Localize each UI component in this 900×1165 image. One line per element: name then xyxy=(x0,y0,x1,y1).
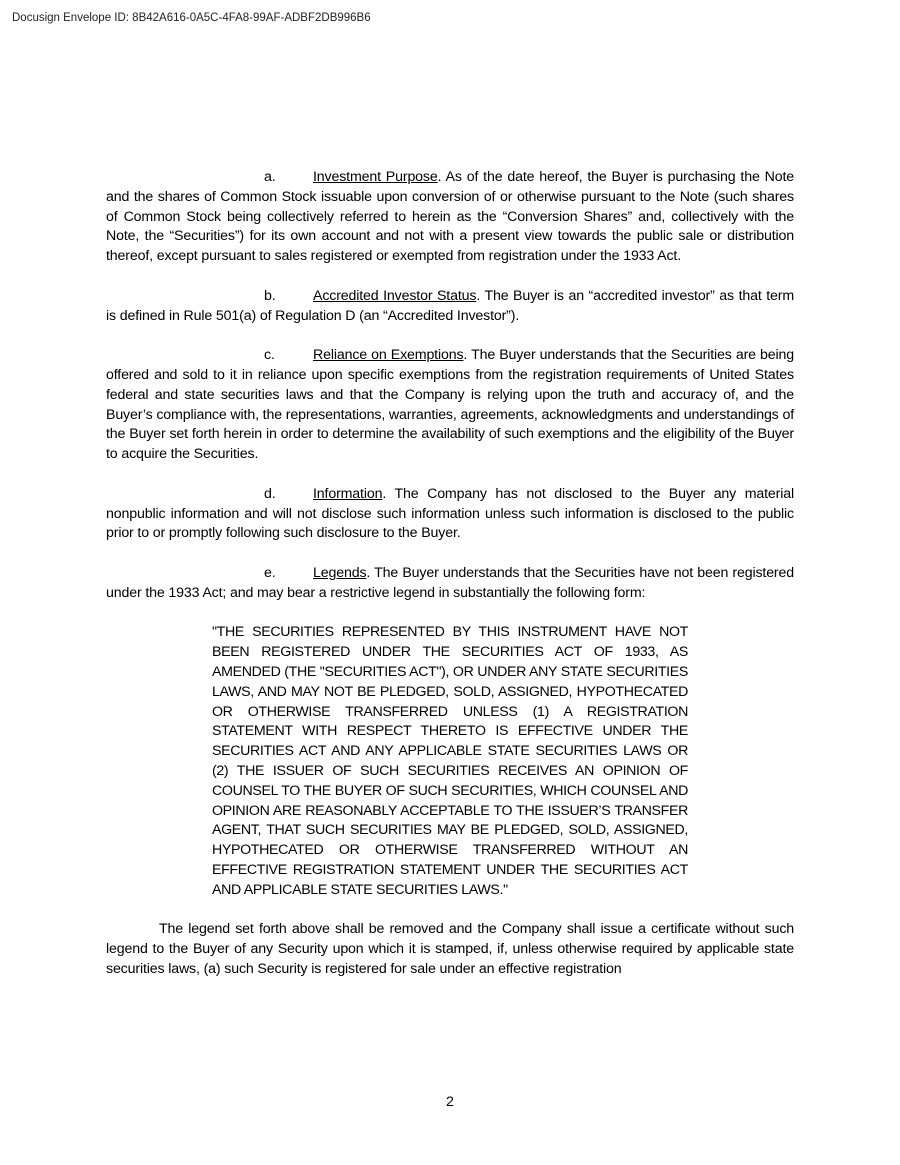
closing-paragraph: The legend set forth above shall be removed and the Company shall issue a certificate without such legend to the Buyer of any Security upon which it is stamped, if, unless otherwise required by applicable state securities laws, (a) such Security is registered for sale under an effective registration xyxy=(106,921,794,978)
section-marker: a. xyxy=(264,169,276,185)
section-investment-purpose xyxy=(106,168,794,267)
section-marker: b. xyxy=(264,287,276,304)
section-heading: Information xyxy=(313,485,383,502)
section-text: . The Buyer understands that the Securities are being offered and sold to it in reliance upon specific exemptions from the registration requirements of United States federal and state securities laws and that the Company is relying upon the truth and accuracy of, and the Buyer’s compliance with, the representations, warranties, agreements, acknowledgments and understandings of the Buyer set forth herein in order to determine the availability of such exemptions and the eligibility of the Buyer to acquire the Securities. xyxy=(106,347,794,463)
section-text: . The Buyer understands that the Securities have not been registered under the 1933 Act; and may bear a restrictive legend in substantially the following form: xyxy=(106,564,794,601)
docusign-envelope-id: Docusign Envelope ID: 8B42A616-0A5C-4FA8-99AF-ADBF2DB996B6 xyxy=(12,12,371,24)
section-marker: c. xyxy=(264,347,275,364)
section-marker: e. xyxy=(264,564,276,581)
section-marker: d. xyxy=(264,485,276,502)
section-heading: Investment Purpose xyxy=(313,169,438,185)
page-number: 2 xyxy=(446,1094,454,1110)
section-heading: Legends xyxy=(313,564,367,581)
section-text: . The Buyer is an “accredited investor” as that term is defined in Rule 501(a) of Regulation D (an “Accredited Investor”). xyxy=(106,287,795,324)
section-heading: Accredited Investor Status xyxy=(313,287,477,304)
document-body xyxy=(106,168,794,980)
section-reliance-on-exemptions xyxy=(106,346,794,465)
section-information xyxy=(106,485,794,544)
section-heading: Reliance on Exemptions xyxy=(313,347,464,364)
section-text: . As of the date hereof, the Buyer is purchasing the Note and the shares of Common Stock issuable upon conversion of or otherwise pursuant to the Note (such shares of Common Stock being collectively referred to herein as the “Conversion Shares” and, collectively with the Note, the “Securities”) for its own account and not with a present view towards the public sale or distribution thereof, except pursuant to sales registered or exempted from registration under the 1933 Act. xyxy=(106,169,794,265)
section-accredited-investor-status xyxy=(106,287,794,327)
section-legends xyxy=(106,564,794,604)
restrictive-legend-quote: "THE SECURITIES REPRESENTED BY THIS INSTRUMENT HAVE NOT BEEN REGISTERED UNDER THE SECURITIES ACT OF 1933, AS AMENDED (THE "SECURITIES ACT"), OR UNDER ANY STATE SECURITIES LAWS, AND MAY NOT BE PLEDGED, SOLD, ASSIGNED, HYPOTHECATED OR OTHERWISE TRANSFERRED UNLESS (1) A REGISTRATION STATEMENT WITH RESPECT THERETO IS EFFECTIVE UNDER THE SECURITIES ACT AND ANY APPLICABLE STATE SECURITIES LAWS OR (2) THE ISSUER OF SUCH SECURITIES RECEIVES AN OPINION OF COUNSEL TO THE BUYER OF SUCH SECURITIES, WHICH COUNSEL AND OPINION ARE REASONABLY ACCEPTABLE TO THE ISSUER’S TRANSFER AGENT, THAT SUCH SECURITIES MAY BE PLEDGED, SOLD, ASSIGNED, HYPOTHECATED OR OTHERWISE TRANSFERRED WITHOUT AN EFFECTIVE REGISTRATION STATEMENT UNDER THE SECURITIES ACT AND APPLICABLE STATE SECURITIES LAWS." xyxy=(212,624,688,898)
section-text: . The Company has not disclosed to the Buyer any material nonpublic information and will not disclose such information unless such information is disclosed to the public prior to or promptly following such disclosure to the Buyer. xyxy=(106,485,794,542)
